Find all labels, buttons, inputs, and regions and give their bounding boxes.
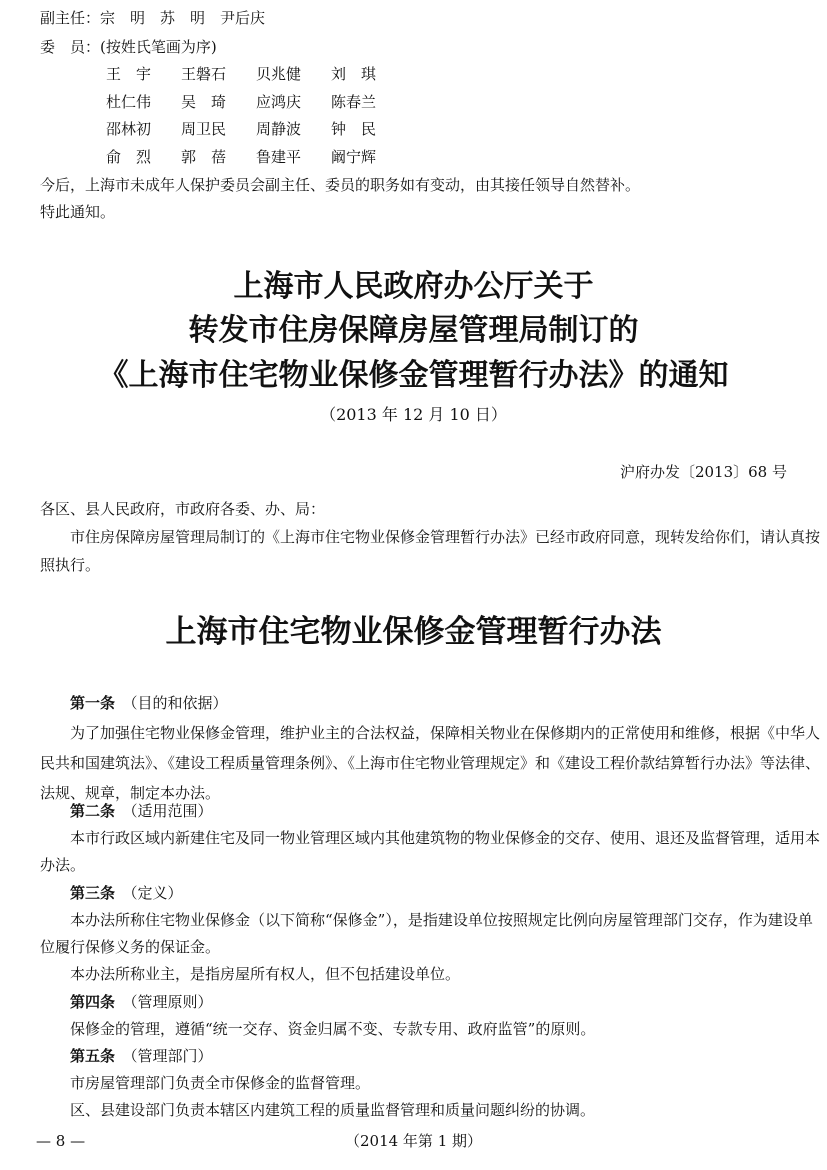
member-name: 钟 民 [331,120,377,138]
member-row [106,64,406,84]
article-5 [40,1043,825,1124]
page-number: — 8 — [36,1132,86,1150]
article-subject: （适用范围） [130,802,213,820]
article-subject: （管理部门） [130,1047,213,1065]
article-subject: （管理原则） [130,993,213,1011]
document-number: 沪府办发〔2013〕68 号 [619,463,787,481]
member-name: 鲁建平 [256,148,302,166]
member-name: 邵林初 [106,120,152,138]
vice-director-line: 副主任：宗 明 苏 明 尹后庆 [40,9,266,27]
member-name: 杜仁伟 [106,93,152,111]
member-row [106,147,406,167]
article-subject: （目的和依据） [130,694,228,712]
member-name: 陈春兰 [331,93,377,111]
article-paragraph: 本市行政区域内新建住宅及同一物业管理区域内其他建筑物的物业保修金的交存、使用、退还及监督管理，适用本办法。 [40,829,821,874]
article-paragraph: 市房屋管理部门负责全市保修金的监督管理。 [70,1074,371,1092]
member-name: 周静波 [256,120,302,138]
notice-date: （2013 年 12 月 10 日） [320,405,507,424]
article-paragraph: 为了加强住宅物业保修金管理，维护业主的合法权益，保障相关物业在保修期内的正常使用和维修，根据《中华人民共和国建筑法》、《建设工程质量管理条例》、《上海市住宅物业管理规定》和《建设工程价款结算暂行办法》等法律、法规、规章，制定本办法。 [40,724,821,802]
article-3 [40,880,825,988]
article-paragraph: 本办法所称业主，是指房屋所有权人，但不包括建设单位。 [70,965,461,983]
member-row [106,92,406,112]
article-1 [40,688,825,808]
member-name: 郭 蓓 [181,148,227,166]
article-paragraph: 保修金的管理，遵循“统一交存、资金归属不变、专款专用、政府监管”的原则。 [70,1020,596,1038]
article-2 [40,798,825,879]
notice-title-line-2: 转发市住房保障房屋管理局制订的 [188,313,639,348]
article-heading: 第一条 [70,694,116,712]
article-heading: 第五条 [70,1047,116,1065]
issue-label: （2014 年第 1 期） [344,1132,483,1150]
member-name: 应鸿庆 [256,93,302,111]
member-row [106,119,406,139]
member-name: 刘 琪 [331,65,377,83]
notice-body: 市住房保障房屋管理局制订的《上海市住宅物业保修金管理暂行办法》已经市政府同意，现转发给你们，请认真按照执行。 [40,528,821,574]
article-4 [40,989,825,1043]
member-name: 贝兆健 [256,65,302,83]
article-paragraph: 区、县建设部门负责本辖区内建筑工程的质量监督管理和质量问题纠纷的协调。 [70,1101,596,1119]
article-heading: 第二条 [70,802,116,820]
notice-title-line-3: 《上海市住宅物业保修金管理暂行办法》的通知 [98,358,729,393]
regulation-title: 上海市住宅物业保修金管理暂行办法 [165,614,662,650]
succession-note: 今后，上海市未成年人保护委员会副主任、委员的职务如有变动，由其接任领导自然替补。 [40,176,641,194]
recipients-line: 各区、县人民政府，市政府各委、办、局： [40,500,326,518]
article-heading: 第三条 [70,884,116,902]
member-name: 周卫民 [181,120,227,138]
member-name: 王磐石 [181,65,227,83]
article-subject: （定义） [130,884,183,902]
member-name: 俞 烈 [106,148,152,166]
member-name: 吴 琦 [181,93,227,111]
member-name: 阚宁辉 [331,148,377,166]
member-name: 王 宇 [106,65,152,83]
closing-line: 特此通知。 [40,203,116,221]
members-label: 委 员：(按姓氏笔画为序) [40,38,217,56]
article-heading: 第四条 [70,993,116,1011]
article-paragraph: 本办法所称住宅物业保修金（以下简称“保修金”），是指建设单位按照规定比例向房屋管理部门交存，作为建设单位履行保修义务的保证金。 [40,911,813,956]
notice-title-line-1: 上海市人民政府办公厅关于 [233,269,594,304]
